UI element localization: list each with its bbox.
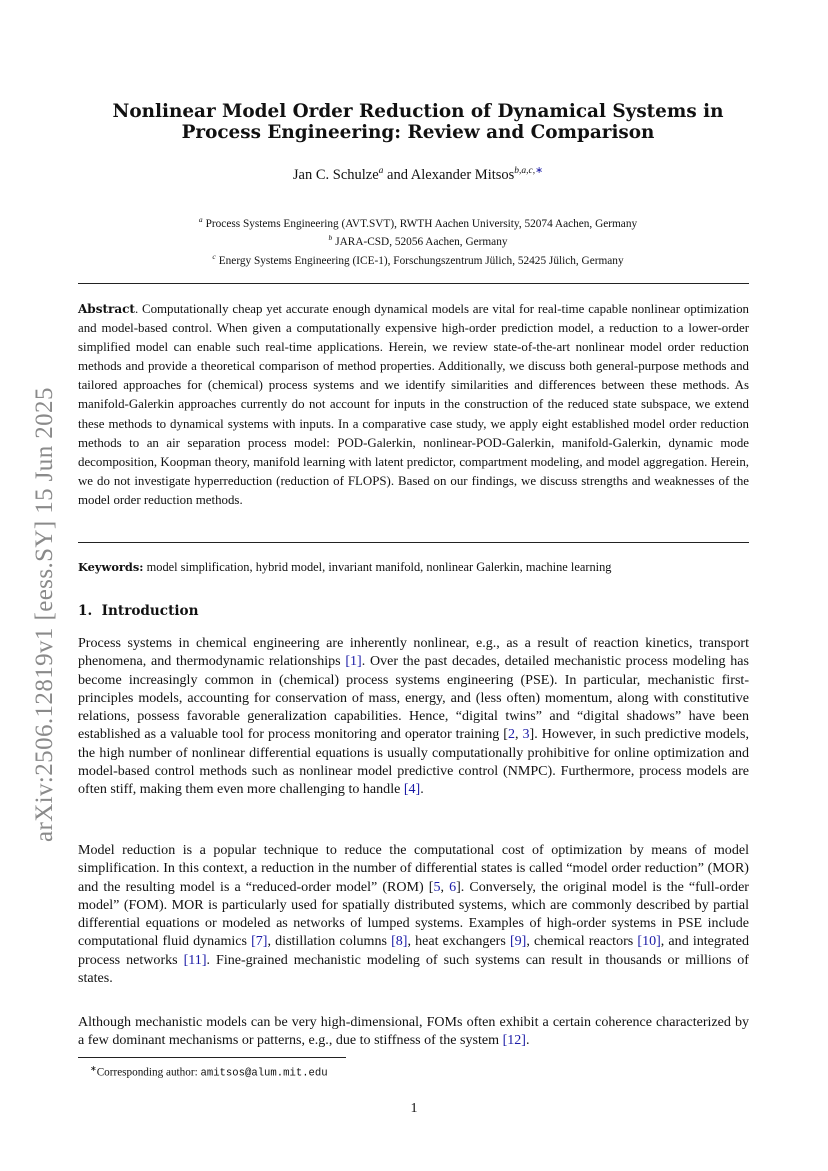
author-1-name: Jan C. Schulze: [292, 166, 379, 183]
corresponding-author-link[interactable]: ∗: [535, 166, 544, 176]
affiliation-text: Process Systems Engineering (AVT.SVT), RWTH Aachen University, 52074 Aachen, Germany: [205, 217, 638, 230]
affiliation-a: [78, 213, 758, 231]
abstract-text: . Computationally cheap yet accurate enough dynamical models are vital for real-time capable nonlinear optimization and model-based control. When given a computationally expensive high-order prediction model, a reduction to a lower-order simplified model can enable such real-time applications. Herein, we review state-of-the-art nonlinear model order reduction methods and provide a theoretical comparison of method properties. Additionally, we discuss both general-purpose methods and tailored approaches for (chemical) process systems and we identify similarities and differences between these methods. As manifold-Galerkin approaches currently do not account for inputs in the construction of the reduced state subspace, we extend these methods to dynamical systems with inputs. In a comparative case study, we apply eight established model order reduction methods to an air separation process model: POD-Galerkin, nonlinear-POD-Galerkin, manifold-Galerkin, dynamic mode decomposition, Koopman theory, manifold learning with latent predictor, compartment modeling, and model aggregation. Herein, we do not investigate hyperreduction (reduction of FLOPS). Based on our findings, we discuss strengths and weaknesses of the model order reduction methods.: [78, 302, 749, 507]
citation-link-1[interactable]: [1]: [345, 653, 362, 670]
citation-link-6[interactable]: 6: [449, 878, 457, 895]
footnote-rule: [78, 1057, 346, 1058]
paragraph-text: . Over the past decades, detailed mechanistic process modeling has become increasingly common in (chemical) process systems engineering (PSE). In particular, mechanistic first-principles models, accounting for conservation of mass, energy, and (less often) momentum, along with constitutive relations, possess favorable generalization capabilities. Hence, “digital twins” and “digital shadows” have been established as a valuable tool for process monitoring and operator training [: [78, 653, 750, 743]
arxiv-sidebar-stamp: arXiv:2506.12819v1 [eess.SY] 15 Jun 2025: [31, 387, 58, 842]
affiliation-mark: a: [198, 215, 203, 224]
paragraph-text: ]. Conversely, the original model is the “full-order model” (FOM). MOR is particularly used for spatially distributed systems, which are commonly described by partial differential equations or modeled as networks of lumped systems. Examples of high-order systems in PSE include computational fluid dynamics: [78, 878, 749, 950]
section-heading-introduction: [78, 603, 198, 619]
affiliation-text: Energy Systems Engineering (ICE-1), Forschungszentrum Jülich, 52425 Jülich, Germany: [218, 254, 624, 267]
citation-link-9[interactable]: [9]: [509, 933, 527, 950]
paragraph-text: ]. However, in such predictive models, the high number of nonlinear differential equations is usually computationally prohibitive for online optimization and model-based control methods such as nonlinear model predictive control (NMPC). Furthermore, process models are often stiff, making them even more challenging to handle: [78, 726, 750, 798]
citation-link-12[interactable]: [12]: [502, 1032, 526, 1049]
title-line-2: Process Engineering: Review and Comparison: [181, 122, 655, 143]
citation-link-4[interactable]: [4]: [403, 781, 421, 798]
author-2-affil-mark: [514, 166, 543, 176]
section-title: Introduction: [101, 603, 199, 619]
keywords-text: model simplification, hybrid model, invariant manifold, nonlinear Galerkin, machine learning: [143, 560, 612, 574]
author-conjunction: and: [383, 166, 411, 183]
paragraph-text: , heat exchangers: [407, 933, 510, 950]
abstract-top-rule: [78, 283, 749, 284]
page-number: 1: [410, 1101, 418, 1116]
title-line-1: Nonlinear Model Order Reduction of Dynamical Systems in: [112, 101, 724, 122]
citation-link-3[interactable]: 3: [522, 726, 530, 743]
intro-paragraph-1: [78, 634, 749, 799]
paragraph-text: Process systems in chemical engineering are inherently nonlinear, e.g., as a result of reaction kinetics, transport phenomena, and thermodynamic relationships: [78, 635, 749, 670]
intro-paragraph-2: [78, 841, 749, 987]
citation-link-10[interactable]: [10]: [637, 933, 661, 950]
footnote-corresponding-author: [90, 1062, 328, 1081]
paragraph-text: . Fine-grained mechanistic modeling of such systems can result in thousands or millions of states.: [78, 951, 749, 987]
paragraph-text: .: [420, 781, 424, 798]
affiliation-b: [78, 231, 758, 249]
footnote-label: Corresponding author:: [96, 1066, 201, 1079]
author-2-name: Alexander Mitsos: [410, 166, 515, 183]
affiliation-mark: c: [212, 251, 216, 261]
footnote-email[interactable]: amitsos@alum.mit.edu: [200, 1067, 328, 1080]
author-list: [78, 162, 758, 184]
paragraph-text: , and integrated process networks: [78, 933, 750, 968]
paragraph-text: ,: [515, 726, 523, 743]
section-number: 1.: [78, 603, 93, 619]
citation-link-5[interactable]: 5: [433, 878, 441, 895]
paragraph-text: , distillation columns: [267, 933, 392, 950]
affiliation-list: [78, 213, 758, 268]
affiliation-mark: b: [328, 233, 333, 243]
keywords-line: [78, 559, 749, 575]
paper-title: [78, 101, 758, 143]
paragraph-text: , chemical reactors: [526, 933, 638, 950]
abstract-bottom-rule: [78, 542, 749, 543]
citation-link-8[interactable]: [8]: [391, 933, 408, 950]
paragraph-text: Model reduction is a popular technique to reduce the computational cost of optimization by means of model simplification. In this context, a reduction in the number of differential states is called “model order reduction” (MOR) and the resulting model is a “reduced-order model” (ROM) [: [78, 842, 749, 895]
paragraph-text: Although mechanistic models can be very high-dimensional, FOMs often exhibit a certain coherence characterized by a few dominant mechanisms or patterns, e.g., due to stiffness of the system: [78, 1014, 749, 1049]
author-2-affil-letters: b,a,c,: [514, 166, 536, 176]
paragraph-text: ,: [440, 878, 450, 895]
intro-paragraph-3: [78, 1013, 749, 1050]
citation-link-7[interactable]: [7]: [251, 933, 268, 950]
keywords-label: Keywords:: [78, 560, 144, 574]
affiliation-c: [78, 250, 758, 268]
abstract-block: [78, 300, 749, 510]
footnote-mark: ∗: [90, 1064, 97, 1073]
affiliation-text: JARA-CSD, 52056 Aachen, Germany: [335, 236, 508, 249]
citation-link-11[interactable]: [11]: [183, 951, 207, 968]
author-1-affil-mark: a: [378, 166, 384, 176]
abstract-label: Abstract: [78, 302, 135, 316]
citation-link-2[interactable]: 2: [507, 726, 516, 743]
paragraph-text: .: [525, 1032, 530, 1049]
